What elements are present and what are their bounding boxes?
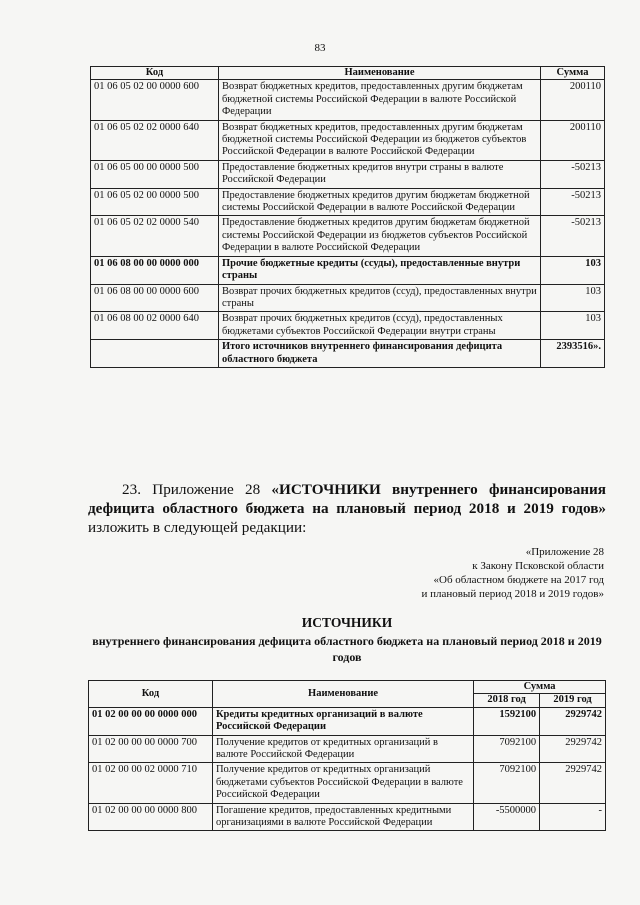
page-number: 83 [314,42,326,54]
header-name: Наименование [218,67,540,80]
row-name: Возврат прочих бюджетных кредитов (ссуд), предоставленных внутри страны [218,284,540,312]
amendment-paragraph [88,480,606,537]
row-code: 01 02 00 00 00 0000 700 [89,735,213,763]
paragraph-lead: 23. Приложение 28 [122,481,272,498]
row-sum: -50213 [541,188,605,216]
row-value-2019: - [540,803,606,831]
row-sum: 103 [541,312,605,340]
row-code: 01 02 00 00 02 0000 710 [89,763,213,803]
header-sum: Сумма [474,681,606,694]
row-sum: 103 [541,256,605,284]
row-code: 01 06 05 02 02 0000 640 [91,120,219,160]
row-value-2019: 2929742 [540,735,606,763]
row-sum: 200110 [541,120,605,160]
row-value-2018: 7092100 [474,763,540,803]
header-2019: 2019 год [540,694,606,707]
row-name: Получение кредитов от кредитных организаций в валюте Российской Федерации [212,735,473,763]
appendix-reference [304,545,604,601]
row-code: 01 02 00 00 00 0000 000 [89,707,213,735]
sources-table-2018-2019 [88,680,606,831]
appendix-line: и плановый период 2018 и 2019 годов» [421,588,604,600]
row-code: 01 06 08 00 00 0000 000 [91,256,219,284]
row-sum: -50213 [541,160,605,188]
table-row [89,763,606,803]
row-sum: 2393516». [541,340,605,368]
row-value-2018: -5500000 [474,803,540,831]
header-code: Код [91,67,219,80]
table-row [89,803,606,831]
table-row [91,80,605,120]
row-value-2018: 7092100 [474,735,540,763]
appendix-line: «Приложение 28 [525,546,604,558]
row-name: Прочие бюджетные кредиты (ссуды), предоставленные внутри страны [218,256,540,284]
sources-table-continued [90,66,605,368]
row-name: Возврат бюджетных кредитов, предоставленных другим бюджетам бюджетной системы Российской Федерации из бюджетов субъектов Российской Федерации в валюте Российской Федерации [218,120,540,160]
header-code: Код [89,681,213,708]
table-row [91,256,605,284]
row-value-2019: 2929742 [540,763,606,803]
table-header-row [89,681,606,694]
row-code: 01 06 08 00 00 0000 600 [91,284,219,312]
appendix-line: «Об областном бюджете на 2017 год [433,574,604,586]
appendix-line: к Закону Псковской области [472,560,604,572]
row-code: 01 06 05 02 00 0000 600 [91,80,219,120]
row-name: Предоставление бюджетных кредитов другим бюджетам бюджетной системы Российской Федерации из бюджетов субъектов Российской Федерации в валюте Российской Федерации [218,216,540,256]
table-row [91,120,605,160]
row-code: 01 06 05 00 00 0000 500 [91,160,219,188]
row-code: 01 02 00 00 00 0000 800 [89,803,213,831]
table-header-row [91,67,605,80]
row-name: Возврат прочих бюджетных кредитов (ссуд), предоставленных бюджетами субъектов Российской Федерации внутри страны [218,312,540,340]
table-row [91,188,605,216]
table-row [91,160,605,188]
document-title: ИСТОЧНИКИ [301,615,393,630]
row-name: Предоставление бюджетных кредитов внутри страны в валюте Российской Федерации [218,160,540,188]
row-name: Итого источников внутреннего финансирования дефицита областного бюджета [218,340,540,368]
table-row [91,312,605,340]
header-name: Наименование [212,681,473,708]
table-row [91,216,605,256]
row-value-2019: 2929742 [540,707,606,735]
row-name: Кредиты кредитных организаций в валюте Российской Федерации [212,707,473,735]
paragraph-tail: изложить в следующей редакции: [88,519,307,536]
row-name: Возврат бюджетных кредитов, предоставленных другим бюджетам бюджетной системы Российской Федерации в валюте Российской Федерации [218,80,540,120]
table-row [91,340,605,368]
row-sum: -50213 [541,216,605,256]
paragraph-bold: «ИСТОЧНИКИ внутреннего финансирования дефицита областного бюджета на плановый период 2018 и 2019 годов» [88,481,607,517]
row-name: Погашение кредитов, предоставленных кредитными организациями в валюте Российской Федерации [212,803,473,831]
row-sum: 103 [541,284,605,312]
table-row [89,707,606,735]
row-name: Предоставление бюджетных кредитов другим бюджетам бюджетной системы Российской Федерации в валюте Российской Федерации [218,188,540,216]
row-value-2018: 1592100 [474,707,540,735]
document-subtitle: внутреннего финансирования дефицита областного бюджета на плановый период 2018 и 2019 годов [92,634,602,664]
row-code: 01 06 08 00 02 0000 640 [91,312,219,340]
row-sum: 200110 [541,80,605,120]
table-row [91,284,605,312]
header-2018: 2018 год [474,694,540,707]
row-code: 01 06 05 02 00 0000 500 [91,188,219,216]
row-name: Получение кредитов от кредитных организаций бюджетами субъектов Российской Федерации в валюте Российской Федерации [212,763,473,803]
row-code: 01 06 05 02 02 0000 540 [91,216,219,256]
header-sum: Сумма [541,67,605,80]
row-code [91,340,219,368]
table-row [89,735,606,763]
